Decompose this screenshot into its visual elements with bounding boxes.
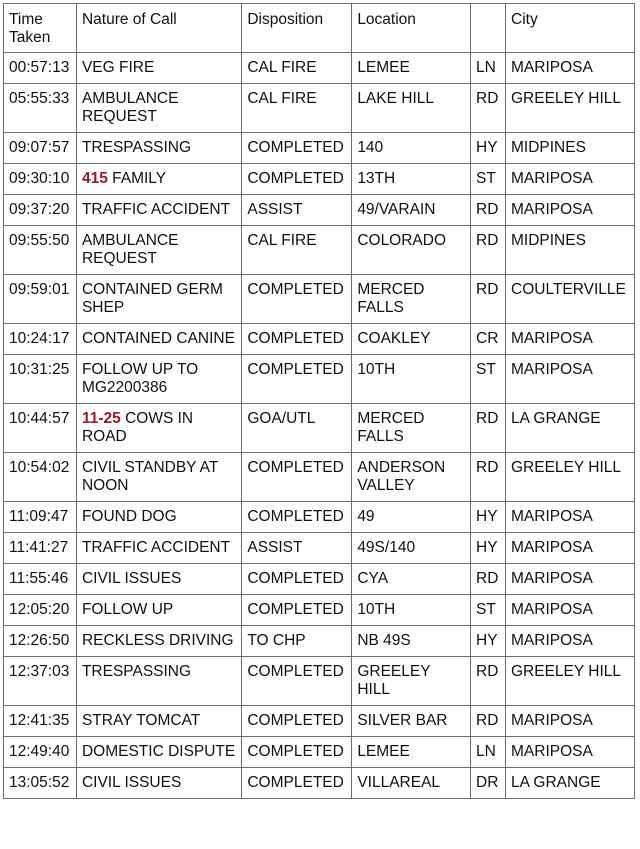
call-code: 415 [81,170,108,187]
street-type-cell: ST [471,595,506,626]
street-type-cell: DR [471,768,506,799]
disposition-cell: COMPLETED [242,324,352,355]
city-cell: MARIPOSA [506,195,635,226]
nature-cell [76,164,241,195]
table-row [4,164,635,195]
street-type-cell: HY [471,626,506,657]
city-cell: MARIPOSA [506,595,635,626]
nature-cell [76,595,241,626]
header-row [4,4,635,53]
street-type-cell: LN [471,53,506,84]
header-street-type [471,4,506,53]
time-cell: 09:55:50 [4,226,77,275]
nature-cell [76,324,241,355]
nature-text: FOLLOW UP [81,601,174,618]
nature-cell [76,53,241,84]
time-cell: 12:26:50 [4,626,77,657]
nature-text: TRESPASSING [81,663,192,680]
location-cell: CYA [352,564,471,595]
location-cell: MERCED FALLS [352,404,471,453]
table-row [4,737,635,768]
nature-cell [76,626,241,657]
disposition-cell: COMPLETED [242,502,352,533]
table-row [4,564,635,595]
table-row [4,53,635,84]
disposition-cell: CAL FIRE [242,53,352,84]
disposition-cell: COMPLETED [242,564,352,595]
disposition-cell: COMPLETED [242,133,352,164]
location-cell: 140 [352,133,471,164]
street-type-cell: ST [471,164,506,195]
nature-text: TRESPASSING [81,139,192,156]
location-cell: GREELEY HILL [352,657,471,706]
location-cell: 49S/140 [352,533,471,564]
nature-cell [76,768,241,799]
table-row [4,706,635,737]
time-cell: 05:55:33 [4,84,77,133]
location-cell: VILLAREAL [352,768,471,799]
disposition-cell: COMPLETED [242,768,352,799]
city-cell: MARIPOSA [506,53,635,84]
nature-cell [76,564,241,595]
street-type-cell: RD [471,275,506,324]
table-row [4,595,635,626]
location-cell: 49 [352,502,471,533]
header-time-taken: Time Taken [4,4,77,53]
time-cell: 00:57:13 [4,53,77,84]
header-city: City [506,4,635,53]
nature-cell [76,84,241,133]
table-row [4,324,635,355]
street-type-cell: RD [471,564,506,595]
nature-cell [76,355,241,404]
disposition-cell: COMPLETED [242,706,352,737]
nature-text: CIVIL STANDBY AT NOON [81,459,219,494]
header-disposition: Disposition [242,4,352,53]
nature-cell [76,453,241,502]
table-row [4,226,635,275]
nature-text: AMBULANCE REQUEST [81,232,179,267]
city-cell: MARIPOSA [506,706,635,737]
city-cell: MARIPOSA [506,626,635,657]
city-cell: MARIPOSA [506,324,635,355]
time-cell: 10:44:57 [4,404,77,453]
header-location: Location [352,4,471,53]
time-cell: 12:49:40 [4,737,77,768]
location-cell: LEMEE [352,53,471,84]
disposition-cell: ASSIST [242,533,352,564]
location-cell: 10TH [352,355,471,404]
table-row [4,453,635,502]
nature-cell [76,533,241,564]
table-row [4,355,635,404]
time-cell: 09:07:57 [4,133,77,164]
call-code: 11-25 [81,410,121,427]
disposition-cell: COMPLETED [242,275,352,324]
street-type-cell: ST [471,355,506,404]
nature-text: CIVIL ISSUES [81,774,182,791]
table-row [4,657,635,706]
time-cell: 09:37:20 [4,195,77,226]
nature-text: TRAFFIC ACCIDENT [81,201,231,218]
street-type-cell: RD [471,657,506,706]
city-cell: LA GRANGE [506,404,635,453]
location-cell: LAKE HILL [352,84,471,133]
header-nature-of-call: Nature of Call [76,4,241,53]
location-cell: 49/VARAIN [352,195,471,226]
city-cell: MARIPOSA [506,502,635,533]
disposition-cell: GOA/UTL [242,404,352,453]
time-cell: 10:24:17 [4,324,77,355]
disposition-cell: CAL FIRE [242,226,352,275]
call-log-table [3,3,635,799]
disposition-cell: COMPLETED [242,164,352,195]
nature-cell [76,195,241,226]
location-cell: COLORADO [352,226,471,275]
location-cell: ANDERSON VALLEY [352,453,471,502]
nature-text: CONTAINED CANINE [81,330,235,347]
nature-text: RECKLESS DRIVING [81,632,234,649]
street-type-cell: RD [471,226,506,275]
location-cell: COAKLEY [352,324,471,355]
city-cell: MARIPOSA [506,564,635,595]
disposition-cell: COMPLETED [242,737,352,768]
time-cell: 12:41:35 [4,706,77,737]
table-row [4,404,635,453]
time-cell: 10:54:02 [4,453,77,502]
city-cell: MARIPOSA [506,533,635,564]
street-type-cell: RD [471,84,506,133]
nature-text: FAMILY [112,170,167,187]
street-type-cell: RD [471,195,506,226]
disposition-cell: COMPLETED [242,355,352,404]
location-cell: NB 49S [352,626,471,657]
street-type-cell: CR [471,324,506,355]
nature-text: CONTAINED GERM SHEP [81,281,223,316]
table-row [4,275,635,324]
nature-cell [76,275,241,324]
nature-text: DOMESTIC DISPUTE [81,743,236,760]
time-cell: 09:30:10 [4,164,77,195]
time-cell: 12:37:03 [4,657,77,706]
city-cell: COULTERVILLE [506,275,635,324]
street-type-cell: HY [471,533,506,564]
nature-text: VEG FIRE [81,59,155,76]
city-cell: MARIPOSA [506,355,635,404]
disposition-cell: COMPLETED [242,657,352,706]
disposition-cell: COMPLETED [242,595,352,626]
nature-cell [76,706,241,737]
time-cell: 11:55:46 [4,564,77,595]
location-cell: MERCED FALLS [352,275,471,324]
nature-cell [76,737,241,768]
location-cell: 10TH [352,595,471,626]
nature-text: STRAY TOMCAT [81,712,201,729]
disposition-cell: COMPLETED [242,453,352,502]
table-row [4,626,635,657]
location-cell: LEMEE [352,737,471,768]
table-row [4,533,635,564]
nature-text: FOLLOW UP TO MG2200386 [81,361,199,396]
time-cell: 12:05:20 [4,595,77,626]
street-type-cell: RD [471,706,506,737]
nature-cell [76,133,241,164]
time-cell: 10:31:25 [4,355,77,404]
city-cell: MARIPOSA [506,737,635,768]
location-cell: 13TH [352,164,471,195]
nature-text: CIVIL ISSUES [81,570,182,587]
street-type-cell: HY [471,133,506,164]
nature-text: AMBULANCE REQUEST [81,90,179,125]
time-cell: 09:59:01 [4,275,77,324]
table-row [4,502,635,533]
street-type-cell: RD [471,404,506,453]
disposition-cell: ASSIST [242,195,352,226]
city-cell: MIDPINES [506,133,635,164]
city-cell: LA GRANGE [506,768,635,799]
table-row [4,768,635,799]
nature-text: TRAFFIC ACCIDENT [81,539,231,556]
nature-cell [76,502,241,533]
city-cell: GREELEY HILL [506,84,635,133]
nature-text: COWS IN ROAD [81,410,194,445]
city-cell: GREELEY HILL [506,657,635,706]
street-type-cell: LN [471,737,506,768]
city-cell: MIDPINES [506,226,635,275]
street-type-cell: HY [471,502,506,533]
time-cell: 13:05:52 [4,768,77,799]
table-body [4,53,635,799]
city-cell: GREELEY HILL [506,453,635,502]
disposition-cell: TO CHP [242,626,352,657]
time-cell: 11:09:47 [4,502,77,533]
nature-cell [76,404,241,453]
street-type-cell: RD [471,453,506,502]
nature-cell [76,226,241,275]
disposition-cell: CAL FIRE [242,84,352,133]
table-row [4,133,635,164]
nature-text: FOUND DOG [81,508,177,525]
nature-cell [76,657,241,706]
city-cell: MARIPOSA [506,164,635,195]
time-cell: 11:41:27 [4,533,77,564]
location-cell: SILVER BAR [352,706,471,737]
table-row [4,84,635,133]
table-row [4,195,635,226]
